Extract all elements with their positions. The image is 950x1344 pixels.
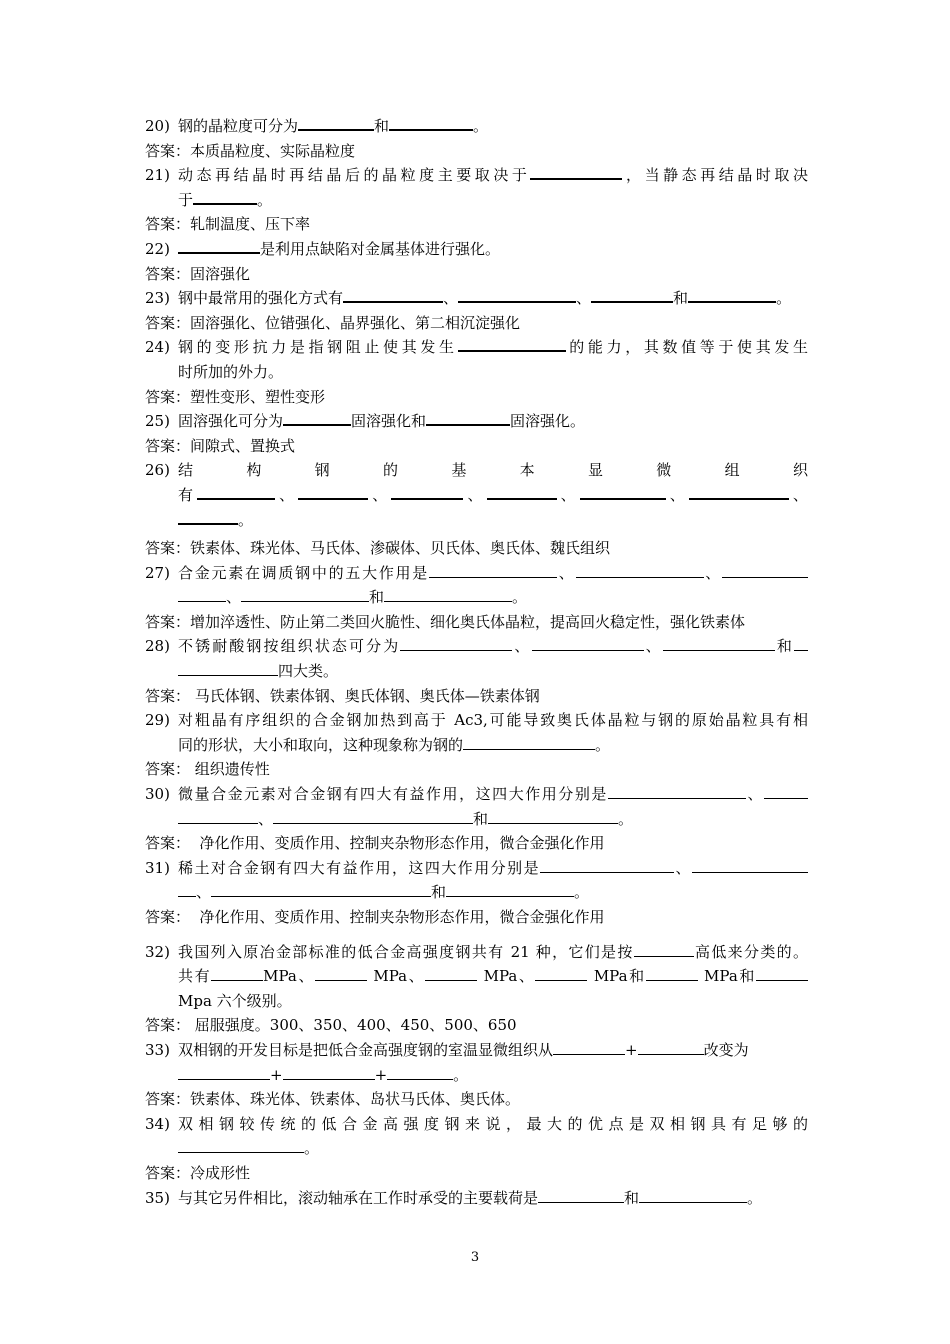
fill-blank bbox=[178, 238, 260, 254]
question-number: 25) bbox=[145, 412, 170, 431]
fill-blank bbox=[488, 809, 618, 824]
question-22: 22) 是利用点缺陷对金属基体进行强化。 bbox=[145, 237, 808, 262]
fill-blank bbox=[663, 636, 775, 651]
question-24: 24) 钢的变形抗力是指钢阻止使其发生 的能力，其数值等于使其发生 时所加的外力。 bbox=[145, 335, 808, 384]
fill-blank bbox=[178, 882, 196, 897]
fill-blank bbox=[538, 1188, 624, 1203]
fill-blank bbox=[389, 115, 473, 131]
answer-20: 答案：本质晶粒度、实际晶粒度 bbox=[145, 141, 356, 160]
fill-blank bbox=[391, 484, 463, 500]
answer-21: 答案：轧制温度、压下率 bbox=[145, 215, 311, 234]
fill-blank bbox=[688, 287, 776, 303]
fill-blank bbox=[689, 484, 789, 500]
question-list bbox=[145, 114, 808, 1210]
question-23: 23) 钢中最常用的强化方式有 、 、 和 。 bbox=[145, 286, 808, 311]
question-29: 29) 对粗晶有序组织的合金钢加热到高于 Ac3,可能导致奥氏体晶粒与钢的原始晶粒具有相 同的形状，大小和取向，这种现象称为钢的 。 bbox=[145, 708, 808, 757]
fill-blank bbox=[384, 587, 512, 602]
question-28: 28) 不锈耐酸钢按组织状态可分为 、 、 和 四大类。 bbox=[145, 634, 808, 683]
fill-blank bbox=[646, 966, 698, 981]
answer-29: 答案： 组织遗传性 bbox=[145, 760, 270, 779]
fill-blank bbox=[458, 336, 566, 352]
question-number: 20) bbox=[145, 117, 170, 135]
answer-23: 答案：固溶强化、位错强化、晶界强化、第二相沉淀强化 bbox=[145, 313, 521, 332]
fill-blank bbox=[446, 882, 574, 897]
answer-31: 答案： 净化作用、变质作用、控制夹杂物形态作用，微合金强化作用 bbox=[145, 908, 605, 926]
question-34: 34) 双相钢较传统的低合金高强度钢来说，最大的优点是双相钢具有足够的 。 bbox=[145, 1112, 808, 1161]
fill-blank bbox=[178, 587, 226, 602]
answer-28: 答案： 马氏体钢、铁素体钢、奥氏体钢、奥氏体—铁素体钢 bbox=[145, 686, 540, 705]
question-number: 35) bbox=[145, 1188, 170, 1207]
fill-blank bbox=[463, 735, 595, 750]
question-30: 30) 微量合金元素对合金钢有四大有益作用，这四大作用分别是 、 、 和 。 bbox=[145, 782, 808, 831]
fill-blank bbox=[535, 966, 587, 981]
question-number: 22) bbox=[145, 239, 170, 258]
answer-33: 答案：铁素体、珠光体、铁素体、岛状马氏体、奥氏体。 bbox=[145, 1090, 521, 1109]
fill-blank bbox=[197, 484, 275, 500]
fill-blank bbox=[591, 287, 673, 303]
fill-blank bbox=[429, 563, 557, 578]
fill-blank bbox=[692, 858, 808, 873]
fill-blank bbox=[283, 410, 351, 426]
fill-blank bbox=[794, 636, 808, 651]
question-number: 26) bbox=[145, 461, 170, 480]
fill-blank bbox=[273, 809, 473, 824]
answer-34: 答案：冷成形性 bbox=[145, 1163, 251, 1182]
fill-blank bbox=[608, 784, 746, 799]
fill-blank bbox=[639, 1188, 747, 1203]
question-35: 35) 与其它另件相比，滚动轴承在工作时承受的主要载荷是 和 。 bbox=[145, 1186, 808, 1211]
question-25: 25) 固溶强化可分为 固溶强化和 固溶强化。 bbox=[145, 409, 808, 434]
fill-blank bbox=[576, 563, 704, 578]
fill-blank bbox=[178, 809, 258, 824]
fill-blank bbox=[487, 484, 557, 500]
question-number: 28) bbox=[145, 637, 170, 656]
question-number: 34) bbox=[145, 1114, 170, 1133]
answer-22: 答案：固溶强化 bbox=[145, 264, 251, 283]
question-number: 32) bbox=[145, 942, 170, 961]
fill-blank bbox=[178, 661, 278, 676]
answer-25: 答案：间隙式、置换式 bbox=[145, 436, 296, 455]
fill-blank bbox=[283, 1065, 375, 1080]
fill-blank bbox=[458, 287, 576, 303]
fill-blank bbox=[241, 587, 369, 602]
fill-blank bbox=[426, 410, 510, 426]
fill-blank bbox=[298, 115, 374, 131]
fill-blank bbox=[580, 484, 666, 500]
question-number: 21) bbox=[145, 166, 170, 185]
fill-blank bbox=[553, 1040, 625, 1055]
fill-blank bbox=[532, 636, 644, 651]
question-26: 26) 结 构 钢 的 基 本 显 微 组 织 有 、 、 、 、 、 、 。 bbox=[145, 458, 808, 532]
fill-blank bbox=[211, 966, 263, 981]
answer-27: 答案：增加淬透性、防止第二类回火脆性、细化奥氏体晶粒，提高回火稳定性，强化铁素体 bbox=[145, 612, 746, 631]
fill-blank bbox=[298, 484, 368, 500]
answer-26: 答案：铁素体、珠光体、马氏体、渗碳体、贝氏体、奥氏体、魏氏组织 bbox=[145, 539, 611, 558]
page-number: 3 bbox=[470, 1250, 480, 1265]
answer-30: 答案： 净化作用、变质作用、控制夹杂物形态作用，微合金强化作用 bbox=[145, 834, 605, 853]
fill-blank bbox=[400, 636, 512, 651]
fill-blank bbox=[211, 882, 431, 897]
fill-blank bbox=[722, 563, 808, 578]
fill-blank bbox=[178, 1138, 304, 1153]
question-number: 27) bbox=[145, 563, 170, 582]
question-27: 27) 合金元素在调质钢中的五大作用是 、 、 、 和 。 bbox=[145, 561, 808, 610]
fill-blank bbox=[178, 1065, 270, 1080]
fill-blank bbox=[425, 966, 477, 981]
question-20: 20) 钢的晶粒度可分为 和 。 bbox=[145, 114, 808, 139]
fill-blank bbox=[178, 509, 238, 525]
question-number: 23) bbox=[145, 289, 170, 308]
answer-24: 答案：塑性变形、塑性变形 bbox=[145, 387, 326, 406]
question-number: 24) bbox=[145, 338, 170, 357]
fill-blank bbox=[764, 784, 808, 799]
question-number: 31) bbox=[145, 858, 170, 877]
fill-blank bbox=[343, 287, 443, 303]
answer-32: 答案： 屈服强度。300、350、400、450、500、650 bbox=[145, 1016, 517, 1035]
fill-blank bbox=[530, 164, 622, 180]
question-number: 29) bbox=[145, 711, 170, 730]
question-31: 31) 稀土对合金钢有四大有益作用，这四大作用分别是 、 、 和 。 bbox=[145, 856, 808, 905]
fill-blank bbox=[540, 858, 674, 873]
fill-blank bbox=[387, 1065, 453, 1080]
fill-blank bbox=[193, 189, 257, 205]
question-number: 30) bbox=[145, 785, 170, 804]
fill-blank bbox=[634, 942, 694, 957]
question-21: 21) 动态再结晶时再结晶后的晶粒度主要取决于 ，当静态再结晶时取决 于 。 bbox=[145, 163, 808, 212]
fill-blank bbox=[315, 966, 367, 981]
question-number: 33) bbox=[145, 1040, 170, 1059]
question-33: 33) 双相钢的开发目标是把低合金高强度钢的室温显微组织从 + 改变为 + + 。 bbox=[145, 1038, 808, 1087]
fill-blank bbox=[756, 966, 808, 981]
question-32: 32) 我国列入原冶金部标准的低合金高强度钢共有 21 种，它们是按 高低来分类的。 共有 MPa、 MPa、 MPa、 MPa和 MPa和 Mpa 六个级别。 bbox=[145, 940, 808, 1014]
fill-blank bbox=[638, 1040, 704, 1055]
